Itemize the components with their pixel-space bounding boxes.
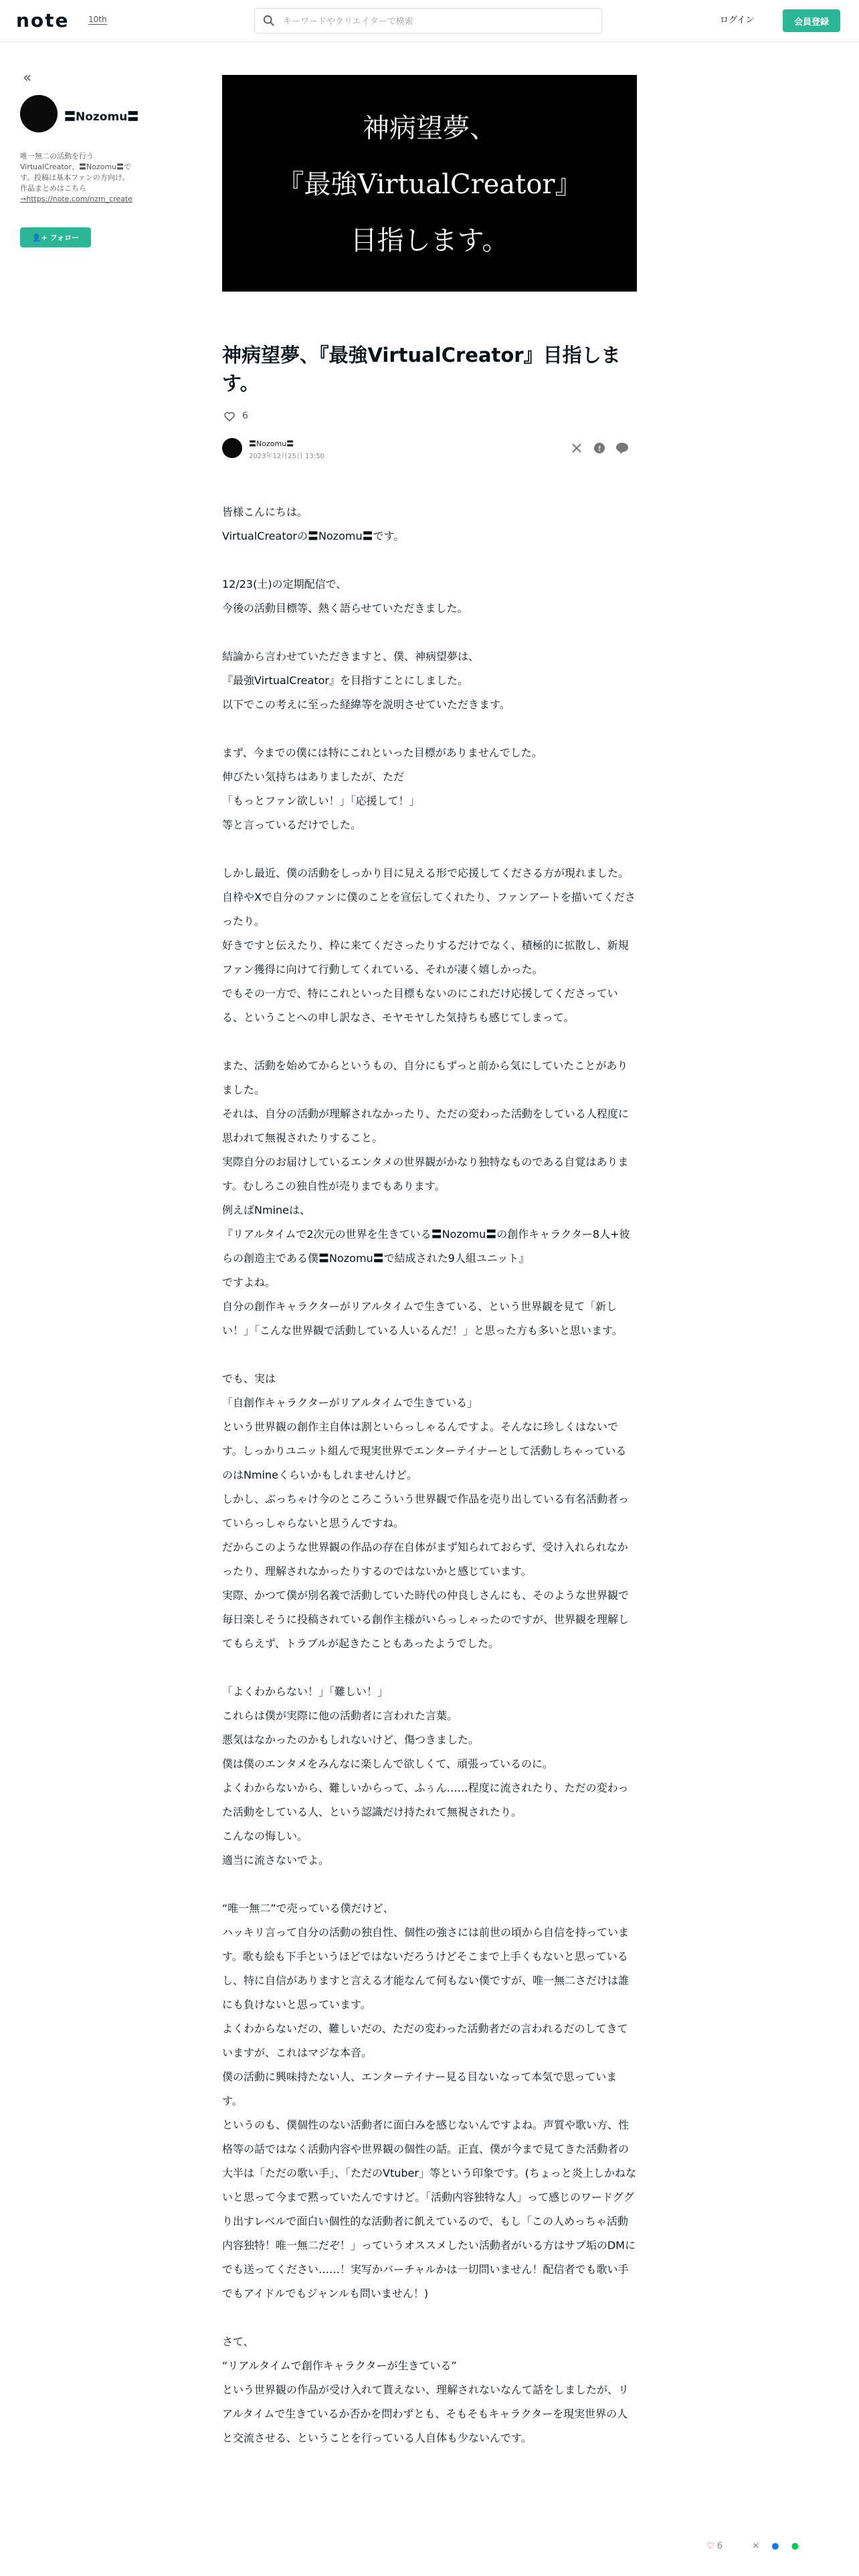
paragraph: 自枠やXで自分のファンに僕のことを宣伝してくれたり、ファンアートを描いてくださったり。 (222, 891, 636, 928)
paragraph: ですよね。 (222, 1276, 276, 1289)
paragraph: でもその一方で、特にこれといった目標もないのにこれだけ応援してくださっている、ということへの申し訳なさ、モヤモヤした気持ちも感じてしまって。 (222, 987, 618, 1024)
article-title: 神病望夢、『最強VirtualCreator』目指します。 (222, 344, 621, 395)
paragraph: という世界観の作品が受け入れて貰えない、理解されないなんて話をしましたが、リアルタイムで生きているか否かを問わずとも、そもそもキャラクターを現実世界の人と交流させる、ということを行っている人自体も少ないんです。 (222, 2383, 630, 2444)
paragraph: 今後の活動目標等、熱く語らせていただきました。 (222, 602, 468, 615)
paragraph: 12/23(土)の定期配信で、 (222, 578, 347, 591)
creator-avatar[interactable] (20, 95, 58, 132)
follow-label: フォロー (50, 233, 80, 242)
paragraph-gap (222, 1343, 637, 1367)
paragraph-gap (222, 2306, 637, 2330)
like-count: 6 (242, 411, 248, 421)
line-share-icon[interactable]: ● (791, 2541, 799, 2551)
paragraph: しかし、ぶっちゃけ今のところこういう世界観で作品を売り出している有名活動者っていらっしゃらないと思うんですね。 (222, 1493, 630, 1529)
facebook-share-icon[interactable] (593, 441, 606, 455)
paragraph: 僕の活動に興味持たない人、エンターテイナー見る目ないなって本気で思っています。 (222, 2070, 617, 2107)
paragraph-gap (222, 548, 637, 572)
heart-icon[interactable]: ♡ (706, 2541, 714, 2551)
hero-line-1: 神病望夢、 (363, 113, 496, 144)
paragraph: また、活動を始めてからというもの、自分にもずっと前から気にしていたことがありました。 (222, 1059, 628, 1096)
paragraph: という世界観の創作主自体は割といらっしゃるんですよ。そんなに珍しくはないです。しっかりユニット組んで現実世界でエンターテイナーとして活動しちゃっているのはNmineくらいかもしれませんけど。 (222, 1420, 627, 1481)
paragraph: だからこのような世界観の作品の存在自体がまず知られておらず、受け入れられなかったり、理解されなかったりするのではないかと感じています。 (222, 1541, 628, 1578)
paragraph-gap (222, 837, 637, 861)
paragraph: “リアルタイムで創作キャラクターが生きている” (222, 2359, 457, 2372)
paragraph: これらは僕が実際に他の活動者に言われた言葉。 (222, 1709, 458, 1722)
x-share-icon[interactable]: ✕ (752, 2541, 760, 2551)
paragraph: “唯一無二”で売っている僕だけど、 (222, 1902, 394, 1915)
search-icon (263, 15, 275, 27)
paragraph: 「もっとファン欲しい！」「応援して！」 (222, 794, 420, 807)
anniversary-badge: 10th (88, 15, 107, 24)
facebook-share-icon[interactable]: ● (771, 2541, 779, 2551)
bio-line: す。投稿は基本ファンの方向け。 (20, 173, 130, 182)
site-header (0, 0, 859, 42)
paragraph: 好きですと伝えたり、枠に来てくださったりするだけでなく、積極的に拡散し、新規ファン獲得に向けて行動してくれている、それが凄く嬉しかった。 (222, 939, 629, 976)
hero-image (222, 75, 637, 292)
publish-date: 2023年12月25日 13:50 (249, 453, 324, 460)
paragraph: 悪気はなかったのかもしれないけど、傷つきました。 (222, 1733, 480, 1746)
signup-button[interactable]: 会員登録 (783, 9, 840, 32)
add-user-icon: 👤+ (31, 233, 50, 242)
paragraph: 「よくわからない！」「難しい！」 (222, 1685, 389, 1698)
footer-like-count: 6 (717, 2541, 723, 2551)
note-logo[interactable]: note (16, 9, 70, 31)
paragraph: 「自創作キャラクターがリアルタイムで生きている」 (222, 1396, 478, 1409)
paragraph-gap (222, 1872, 637, 1897)
paragraph: それは、自分の活動が理解されなかったり、ただの変わった活動をしている人程度に思われて無視されたりすること。 (222, 1107, 629, 1144)
paragraph: さて、 (222, 2335, 254, 2348)
paragraph: というのも、僕個性のない活動者に面白みを感じないんですよね。声質や歌い方、性格等の話ではなく活動内容や世界観の個性の話。正直、僕が今まで見てきた活動者の大半は「ただの歌い手」、「ただのVtuber」等という印象です。(ちょっと炎上しかねないと思って今まで黙っていたんですけど。「活動内容独特な人」って感じのワードググり出すレベルで面白い個性的な活動者に飢えているので、もし「この人めっちゃ活動内容独特！唯一無二だぞ！」っていうオススメしたい活動者がいる方はサブ垢のDMにでも送ってください……！実写かバーチャルかは一切問いません！配信者でも歌い手でもアイドルでもジャンルも問いません！) (222, 2119, 636, 2300)
paragraph: 伸びたい気持ちはありましたが、ただ (222, 770, 405, 783)
author-avatar[interactable] (222, 438, 242, 458)
paragraph: 以下でこの考えに至った経緯等を説明させていただきます。 (222, 698, 510, 711)
paragraph-gap (222, 1656, 637, 1680)
paragraph: 等と言っているだけでした。 (222, 819, 362, 831)
paragraph: しかし最近、僕の活動をしっかり目に見える形で応援してくださる方が現れました。 (222, 867, 630, 879)
paragraph-gap (222, 1030, 637, 1054)
login-link[interactable]: ログイン (720, 15, 755, 25)
paragraph: 僕は僕のエンタメをみんなに楽しんで欲しくて、頑張っているのに。 (222, 1757, 554, 1770)
paragraph: よくわからないから、難しいからって、ふぅん……程度に流されたり、ただの変わった活動をしている人、という認識だけ持たれて無視されたり。 (222, 1782, 629, 1818)
line-share-icon[interactable] (615, 441, 629, 455)
follow-button[interactable] (20, 227, 91, 247)
paragraph: こんなの悔しい。 (222, 1830, 308, 1842)
paragraph: まず、今までの僕には特にこれといった目標がありませんでした。 (222, 746, 543, 759)
article-body (222, 500, 637, 2450)
paragraph: 例えばNmineは、 (222, 1204, 310, 1216)
bio-link[interactable]: →https://note.com/nzm_create (20, 195, 133, 203)
paragraph: 『リアルタイムで2次元の世界を生きている〓Nozomu〓の創作キャラクター8人+彼らの創造主である僕〓Nozomu〓で結成された9人組ユニット』 (222, 1228, 630, 1265)
search-input[interactable] (282, 9, 592, 34)
search-box[interactable] (254, 8, 602, 33)
bio-line: VirtualCreator、〓Nozomu〓で (20, 163, 132, 171)
paragraph: 皆様こんにちは。 (222, 506, 308, 518)
hero-line-2: 『最強VirtualCreator』 (277, 169, 582, 200)
bio-line: 唯一無二の活動を行う (20, 152, 94, 160)
paragraph-gap (222, 621, 637, 645)
paragraph: 結論から言わせていただきますと、僕、神病望夢は、 (222, 650, 480, 663)
bio-line: 作品まとめはこちら (20, 184, 86, 193)
heart-icon[interactable] (223, 411, 235, 423)
paragraph: 自分の創作キャラクターがリアルタイムで生きている、という世界観を見て「新しい！」「こんな世界観で活動している人いるんだ！」と思った方も多いと思います。 (222, 1300, 623, 1337)
svg-text:f: f (598, 444, 601, 453)
paragraph: 適当に流さないでよ。 (222, 1854, 330, 1866)
creator-bio (20, 151, 147, 205)
paragraph: でも、実は (222, 1372, 276, 1385)
paragraph: 『最強VirtualCreator』を目指すことにしました。 (222, 674, 468, 687)
paragraph: VirtualCreatorの〓Nozomu〓です。 (222, 530, 405, 542)
floating-action-bar (706, 2541, 799, 2551)
collapse-sidebar-icon[interactable]: « (23, 70, 32, 86)
paragraph: ハッキリ言って自分の活動の独自性、個性の強さには前世の頃から自信を持っています。歌も絵も下手というほどではないだろうけどそこまで上手くもないと思っているし、特に自信がありますと言える才能なんて何もない僕ですが、唯一無二さだけは誰にも負けないと思っています。 (222, 1926, 630, 2011)
paragraph: 実際、かつて僕が別名義で活動していた時代の仲良しさんにも、そのような世界観で毎日楽しそうに投稿されている創作主様がいらっしゃったのですが、世界観を理解してもらえず、トラブルが起きたこともあったようでした。 (222, 1589, 630, 1650)
author-name[interactable]: 〓Nozomu〓 (249, 439, 294, 448)
paragraph: 実際自分のお届けしているエンタメの世界観がかなり独特なものである自覚はあります。むしろこの独自性が売りまでもあります。 (222, 1156, 629, 1192)
creator-name[interactable]: 〓Nozomu〓 (64, 110, 139, 124)
x-share-icon[interactable] (570, 441, 583, 455)
paragraph-gap (222, 717, 637, 741)
hero-line-3: 目指します。 (350, 225, 509, 256)
paragraph: よくわからないだの、難しいだの、ただの変わった活動者だの言われるだのしてきていますが、これはマジな本音。 (222, 2022, 628, 2059)
